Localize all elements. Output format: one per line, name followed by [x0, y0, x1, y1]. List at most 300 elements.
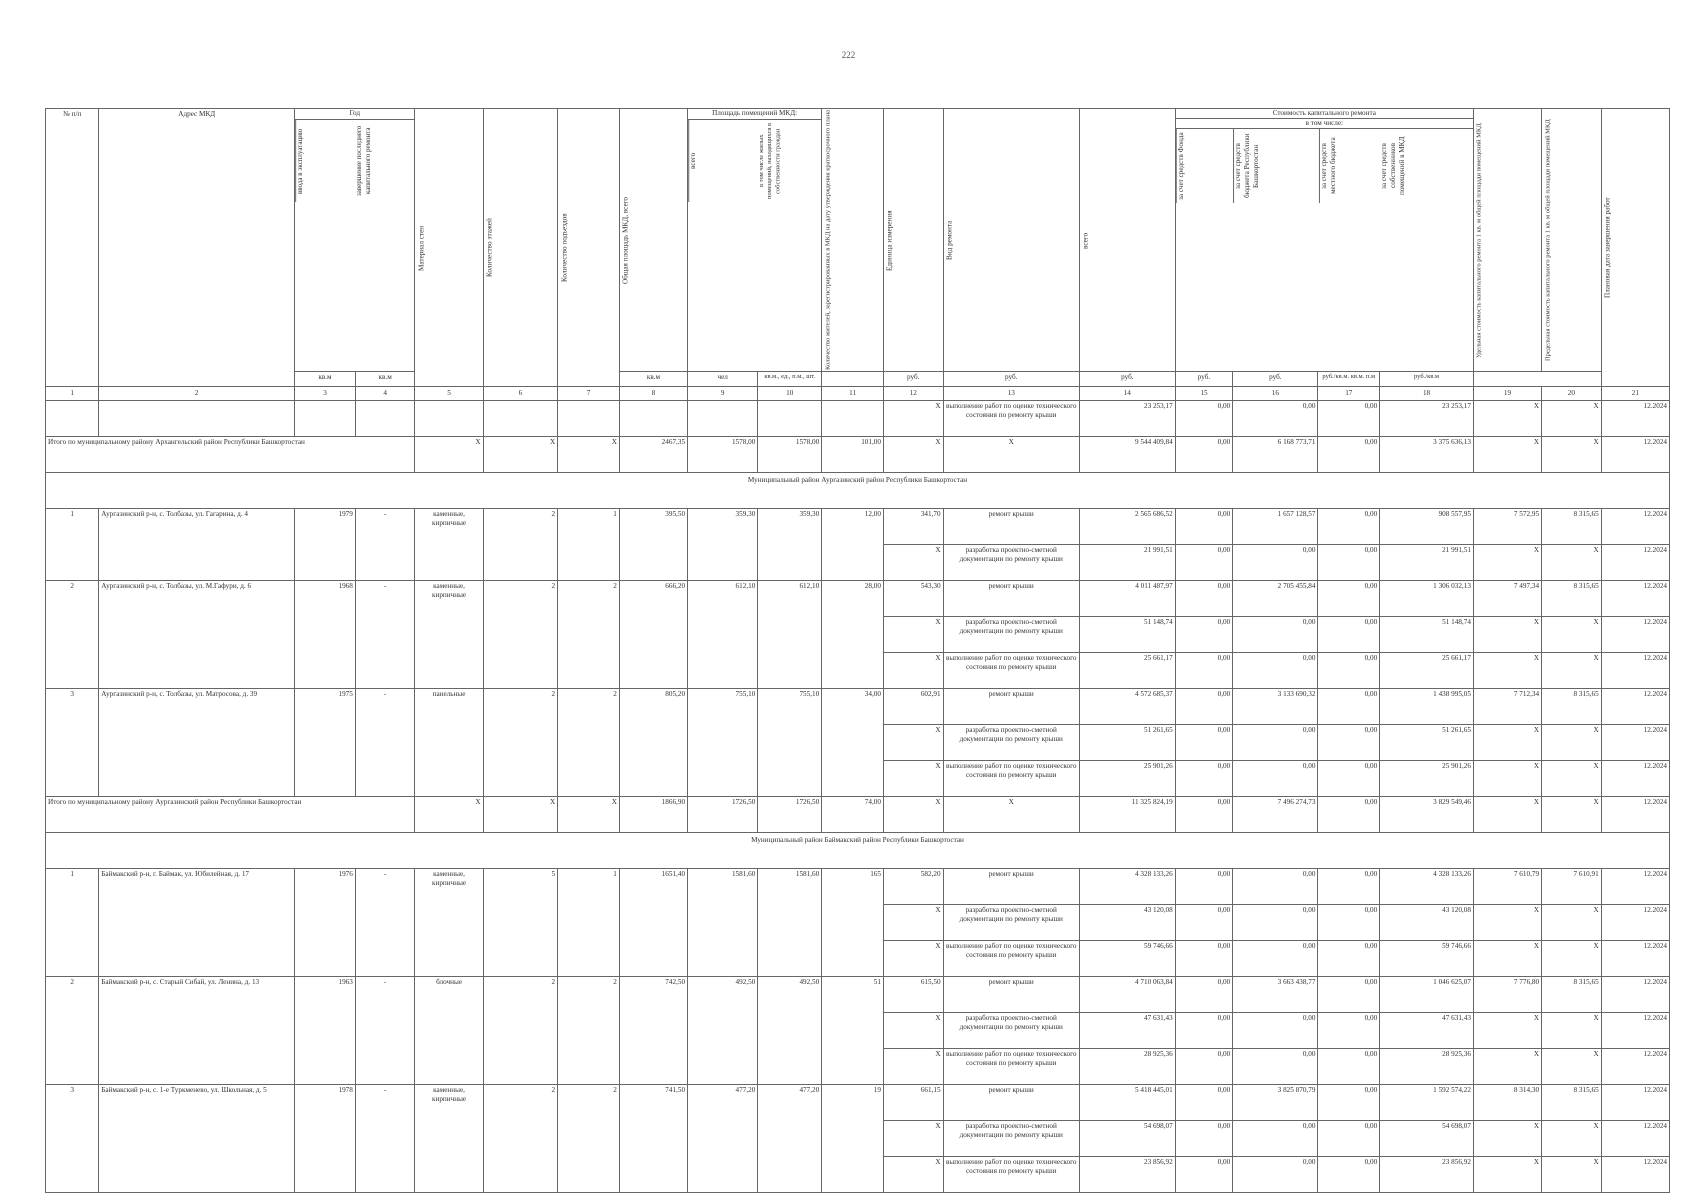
table-cell: 12.2024	[1601, 905, 1669, 941]
table-cell: 3	[46, 1085, 99, 1193]
table-cell: 5 418 445,01	[1079, 1085, 1175, 1121]
table-cell: X	[1473, 1121, 1541, 1157]
table-cell: каменные, кирпичные	[415, 509, 483, 581]
table-cell: 0,00	[1318, 797, 1380, 833]
table-cell: 2 705 455,84	[1233, 581, 1318, 617]
table-cell: ремонт крыши	[943, 509, 1079, 545]
table-cell: 165	[822, 869, 884, 977]
unit-cell: кв.м	[295, 372, 356, 387]
table-cell: 341,70	[883, 509, 943, 545]
table-cell: 12.2024	[1601, 545, 1669, 581]
table-row	[46, 581, 1670, 617]
unit-cell: руб.	[943, 372, 1079, 387]
table-cell: X	[1473, 617, 1541, 653]
table-cell: 0,00	[1318, 869, 1380, 905]
table-row	[46, 401, 1670, 437]
table-cell: X	[883, 1013, 943, 1049]
table-cell: ремонт крыши	[943, 689, 1079, 725]
table-cell: 0,00	[1233, 617, 1318, 653]
table-cell: 1963	[295, 977, 356, 1085]
table-cell: 612,10	[688, 581, 758, 689]
table-cell: X	[1473, 653, 1541, 689]
column-number: 8	[619, 387, 687, 401]
table-cell: 1726,50	[688, 797, 758, 833]
table-cell: 34,00	[822, 689, 884, 797]
table-cell: 12.2024	[1601, 1013, 1669, 1049]
table-cell: X	[883, 761, 943, 797]
table-cell: 1	[46, 869, 99, 977]
table-cell: 602,91	[883, 689, 943, 725]
table-cell: Баймакский р-н, с. 1-е Туркменево, ул. Школьная, д. 5	[99, 1085, 295, 1193]
table-cell: 3 829 549,46	[1380, 797, 1474, 833]
table-cell: 12.2024	[1601, 869, 1669, 905]
table-cell: -	[355, 977, 415, 1085]
table-cell: 43 120,08	[1079, 905, 1175, 941]
table-cell: 1581,60	[758, 869, 822, 977]
column-number: 14	[1079, 387, 1175, 401]
table-cell: 23 253,17	[1079, 401, 1175, 437]
table-cell: 25 901,26	[1079, 761, 1175, 797]
table-cell: выполнение работ по оценке технического состояния по ремонту крыши	[943, 401, 1079, 437]
table-cell: 2467,35	[619, 437, 687, 473]
table-cell: 12.2024	[1601, 797, 1669, 833]
table-cell: 0,00	[1233, 761, 1318, 797]
table-cell: выполнение работ по оценке технического состояния по ремонту крыши	[943, 761, 1079, 797]
table-cell: 0,00	[1233, 653, 1318, 689]
table-cell: каменные, кирпичные	[415, 581, 483, 689]
col-entrances: Количество подъездов	[558, 109, 620, 387]
table-cell: 12.2024	[1601, 581, 1669, 617]
table-cell	[758, 401, 822, 437]
table-cell: 492,50	[758, 977, 822, 1085]
unit-cell: кв.м	[355, 372, 415, 387]
table-cell: 3	[46, 689, 99, 797]
table-cell: 4 572 685,37	[1079, 689, 1175, 725]
table-cell: 2	[46, 581, 99, 689]
table-cell: 21 991,51	[1079, 545, 1175, 581]
table-cell: X	[943, 437, 1079, 473]
table-cell: 3 375 636,13	[1380, 437, 1474, 473]
table-cell: разработка проектно-сметной документации по ремонту крыши	[943, 617, 1079, 653]
table-cell: 477,20	[758, 1085, 822, 1193]
table-cell: 51 261,65	[1380, 725, 1474, 761]
table-cell: 0,00	[1233, 869, 1318, 905]
table-cell: 43 120,08	[1380, 905, 1474, 941]
table-cell: 0,00	[1175, 581, 1233, 617]
table-cell: 7 610,79	[1473, 869, 1541, 905]
table-cell: 4 011 487,97	[1079, 581, 1175, 617]
table-cell: X	[943, 797, 1079, 833]
table-cell: 2 565 686,52	[1079, 509, 1175, 545]
table-cell: 0,00	[1175, 437, 1233, 473]
table-cell: -	[355, 689, 415, 797]
table-cell: 1726,50	[758, 797, 822, 833]
table-cell: Баймакский р-н, г. Баймак, ул. Юбилейная, д. 17	[99, 869, 295, 977]
table-cell	[688, 401, 758, 437]
table-cell: 0,00	[1175, 617, 1233, 653]
table-cell: 21 991,51	[1380, 545, 1474, 581]
table-cell: 9 544 409,84	[1079, 437, 1175, 473]
table-cell: X	[1542, 941, 1602, 977]
table-cell: 2	[558, 1085, 620, 1193]
district-banner: Муниципальный район Баймакский район Республики Башкортостан	[46, 833, 1670, 869]
table-cell: 2	[483, 689, 558, 797]
table-cell: X	[883, 1157, 943, 1193]
table-cell: 582,20	[883, 869, 943, 905]
table-cell: X	[883, 1049, 943, 1085]
table-cell: 12.2024	[1601, 941, 1669, 977]
table-cell: 1651,40	[619, 869, 687, 977]
table-cell: 0,00	[1318, 437, 1380, 473]
table-cell: 0,00	[1318, 941, 1380, 977]
district-total-row	[46, 437, 1670, 473]
table-cell: 5	[483, 869, 558, 977]
table-cell: Аургазинский р-н, с. Толбазы, ул. М.Гафури, д. 6	[99, 581, 295, 689]
table-cell: X	[1473, 797, 1541, 833]
table-cell: 0,00	[1318, 545, 1380, 581]
table-cell: ремонт крыши	[943, 1085, 1079, 1121]
table-cell: 543,30	[883, 581, 943, 617]
table-row	[46, 869, 1670, 905]
table-cell: -	[355, 1085, 415, 1193]
table-cell: 8 314,30	[1473, 1085, 1541, 1121]
table-cell: -	[355, 509, 415, 581]
district-banner-row	[46, 473, 1670, 509]
table-cell: 54 698,07	[1079, 1121, 1175, 1157]
table-cell: 47 631,43	[1380, 1013, 1474, 1049]
table-cell: 12,00	[822, 509, 884, 581]
column-number: 21	[1601, 387, 1669, 401]
table-cell: 0,00	[1175, 1049, 1233, 1085]
table-cell: панельные	[415, 689, 483, 797]
table-cell: X	[483, 437, 558, 473]
table-cell: X	[415, 797, 483, 833]
table-cell: 0,00	[1318, 1049, 1380, 1085]
table-cell: X	[1542, 725, 1602, 761]
table-cell: 23 856,92	[1079, 1157, 1175, 1193]
table-cell: 0,00	[1175, 905, 1233, 941]
table-cell: X	[1473, 437, 1541, 473]
col-cost-total: всего	[1079, 109, 1175, 372]
unit-cell: чел	[688, 372, 758, 387]
table-cell: 28,00	[822, 581, 884, 689]
table-cell: выполнение работ по оценке технического состояния по ремонту крыши	[943, 941, 1079, 977]
table-cell	[483, 401, 558, 437]
table-cell: X	[483, 797, 558, 833]
table-cell: 12.2024	[1601, 1157, 1669, 1193]
table-cell: X	[1542, 401, 1602, 437]
table-cell: 0,00	[1175, 977, 1233, 1013]
table-cell: X	[883, 905, 943, 941]
table-cell: 12.2024	[1601, 653, 1669, 689]
unit-cell: руб./кв.м	[1380, 372, 1474, 387]
unit-cell: кв.м	[619, 372, 687, 387]
table-cell: 7 712,34	[1473, 689, 1541, 725]
table-cell: выполнение работ по оценке технического состояния по ремонту крыши	[943, 653, 1079, 689]
table-cell: 908 557,95	[1380, 509, 1474, 545]
table-cell: 8 315,65	[1542, 581, 1602, 617]
column-number: 9	[688, 387, 758, 401]
table-cell: X	[1473, 725, 1541, 761]
table-cell: 0,00	[1233, 1013, 1318, 1049]
table-cell: разработка проектно-сметной документации по ремонту крыши	[943, 905, 1079, 941]
table-cell: 0,00	[1233, 905, 1318, 941]
table-cell: 12.2024	[1601, 509, 1669, 545]
table-cell: 1975	[295, 689, 356, 797]
table-cell: 7 496 274,73	[1233, 797, 1318, 833]
column-number-row	[46, 387, 1670, 401]
table-cell	[415, 401, 483, 437]
table-cell: 2	[558, 689, 620, 797]
table-cell: X	[883, 437, 943, 473]
table-cell: выполнение работ по оценке технического состояния по ремонту крыши	[943, 1157, 1079, 1193]
table-cell: X	[1473, 1013, 1541, 1049]
column-number: 6	[483, 387, 558, 401]
table-cell: 2	[483, 977, 558, 1085]
table-cell: X	[883, 653, 943, 689]
table-cell: X	[1542, 797, 1602, 833]
table-cell	[295, 401, 356, 437]
table-cell: -	[355, 869, 415, 977]
table-cell: 0,00	[1175, 689, 1233, 725]
district-banner-row	[46, 833, 1670, 869]
table-cell: 0,00	[1233, 941, 1318, 977]
table-cell: 11 325 824,19	[1079, 797, 1175, 833]
table-row	[46, 689, 1670, 725]
col-total-area: Общая площадь МКД, всего	[619, 109, 687, 372]
table-cell: 1	[558, 509, 620, 581]
column-number: 17	[1318, 387, 1380, 401]
table-cell: Аургазинский р-н, с. Толбазы, ул. Матросова, д. 39	[99, 689, 295, 797]
table-cell: 0,00	[1175, 761, 1233, 797]
table-cell: 359,30	[688, 509, 758, 581]
table-cell: выполнение работ по оценке технического состояния по ремонту крыши	[943, 1049, 1079, 1085]
table-cell: ремонт крыши	[943, 581, 1079, 617]
table-cell: 0,00	[1175, 1013, 1233, 1049]
table-row	[46, 977, 1670, 1013]
table-cell: X	[883, 725, 943, 761]
table-cell: 2	[483, 509, 558, 581]
table-cell: 0,00	[1233, 1121, 1318, 1157]
table-cell: 0,00	[1175, 545, 1233, 581]
column-number: 15	[1175, 387, 1233, 401]
table-cell: 0,00	[1318, 905, 1380, 941]
table-cell: 1	[558, 869, 620, 977]
table-cell: разработка проектно-сметной документации по ремонту крыши	[943, 545, 1079, 581]
table-cell: X	[1542, 1013, 1602, 1049]
table-cell: 0,00	[1318, 401, 1380, 437]
table-cell: 1 657 128,57	[1233, 509, 1318, 545]
table-cell: ремонт крыши	[943, 869, 1079, 905]
table-cell	[558, 401, 620, 437]
district-banner: Муниципальный район Аургазинский район Республики Башкортостан	[46, 473, 1670, 509]
table-cell: 4 328 133,26	[1079, 869, 1175, 905]
table-cell: 0,00	[1233, 725, 1318, 761]
table-cell: 51	[822, 977, 884, 1085]
table-cell: 51 261,65	[1079, 725, 1175, 761]
repair-register-table	[45, 108, 1670, 1193]
table-cell: 0,00	[1318, 1157, 1380, 1193]
table-cell: 0,00	[1318, 509, 1380, 545]
table-cell: 19	[822, 1085, 884, 1193]
table-cell	[99, 401, 295, 437]
table-cell: 3 663 438,77	[1233, 977, 1318, 1013]
table-cell: 492,50	[688, 977, 758, 1085]
table-cell: 1979	[295, 509, 356, 581]
col-unit: Единица измерения	[883, 109, 943, 372]
table-cell: 742,50	[619, 977, 687, 1085]
table-cell: Аургазинский р-н, с. Толбазы, ул. Гагарина, д. 4	[99, 509, 295, 581]
table-cell: каменные, кирпичные	[415, 869, 483, 977]
table-cell: разработка проектно-сметной документации по ремонту крыши	[943, 1013, 1079, 1049]
table-cell: X	[1542, 1049, 1602, 1085]
table-cell: 12.2024	[1601, 761, 1669, 797]
table-cell: 12.2024	[1601, 1049, 1669, 1085]
column-number: 10	[758, 387, 822, 401]
col-work-type: Вид ремонта	[943, 109, 1079, 372]
table-cell: 12.2024	[1601, 617, 1669, 653]
table-cell: X	[1473, 1049, 1541, 1085]
table-cell: 23 253,17	[1380, 401, 1474, 437]
table-cell: X	[1542, 653, 1602, 689]
table-cell	[355, 401, 415, 437]
district-total-row	[46, 797, 1670, 833]
table-cell: 2	[558, 581, 620, 689]
table-cell: X	[883, 545, 943, 581]
col-year-group: Год ввода в эксплуатацию завершение последнего капитального ремонта	[295, 109, 415, 372]
table-cell: 0,00	[1233, 1157, 1318, 1193]
table-cell: 741,50	[619, 1085, 687, 1193]
table-cell: 612,10	[758, 581, 822, 689]
table-cell: 615,50	[883, 977, 943, 1013]
table-cell: 6 168 773,71	[1233, 437, 1318, 473]
table-cell: 8 315,65	[1542, 509, 1602, 545]
table-cell: 3 133 690,32	[1233, 689, 1318, 725]
table-cell: 1581,60	[688, 869, 758, 977]
table-cell: 3 825 870,79	[1233, 1085, 1318, 1121]
table-cell: X	[558, 797, 620, 833]
table-cell: X	[883, 617, 943, 653]
table-cell: X	[883, 797, 943, 833]
table-cell: 755,10	[688, 689, 758, 797]
table-cell: 12.2024	[1601, 401, 1669, 437]
table-cell: 101,00	[822, 437, 884, 473]
table-cell: 7 497,34	[1473, 581, 1541, 617]
table-cell: 1 592 574,22	[1380, 1085, 1474, 1121]
table-cell: -	[355, 581, 415, 689]
table-cell: 805,20	[619, 689, 687, 797]
table-cell: 12.2024	[1601, 1121, 1669, 1157]
table-cell: 0,00	[1175, 1121, 1233, 1157]
column-number: 4	[355, 387, 415, 401]
table-cell: 25 661,17	[1380, 653, 1474, 689]
table-cell: X	[1542, 905, 1602, 941]
col-residents: Количество жителей, зарегистрированных в МКД на дату утверждения краткосрочного плана	[822, 109, 884, 372]
table-cell: X	[1542, 1157, 1602, 1193]
table-cell: 8 315,65	[1542, 1085, 1602, 1121]
table-cell	[822, 401, 884, 437]
table-cell: 0,00	[1318, 689, 1380, 725]
table-cell: X	[883, 1121, 943, 1157]
unit-cell: руб./кв.м. кв.м. п.м	[1318, 372, 1380, 387]
table-cell: 1	[46, 509, 99, 581]
table-cell: 359,30	[758, 509, 822, 581]
table-cell: 1 046 625,07	[1380, 977, 1474, 1013]
table-cell: 0,00	[1175, 509, 1233, 545]
table-cell: 1978	[295, 1085, 356, 1193]
table-cell: 7 776,80	[1473, 977, 1541, 1013]
table-cell: 1976	[295, 869, 356, 977]
table-cell: 54 698,07	[1380, 1121, 1474, 1157]
column-number: 19	[1473, 387, 1541, 401]
table-cell: X	[1473, 401, 1541, 437]
table-cell: 0,00	[1175, 401, 1233, 437]
table-cell: 1968	[295, 581, 356, 689]
table-cell: ремонт крыши	[943, 977, 1079, 1013]
col-planned-date: Плановая дата завершения работ	[1601, 109, 1669, 387]
district-total-label: Итого по муниципальному району Архангельский район Республики Башкортостан	[46, 437, 415, 473]
table-cell: 4 328 133,26	[1380, 869, 1474, 905]
table-cell: 7 610,91	[1542, 869, 1602, 905]
table-cell: 59 746,66	[1079, 941, 1175, 977]
table-cell: 1 306 032,13	[1380, 581, 1474, 617]
table-cell: 51 148,74	[1380, 617, 1474, 653]
table-cell: 7 572,95	[1473, 509, 1541, 545]
table-cell: 8 315,65	[1542, 689, 1602, 725]
table-cell: 47 631,43	[1079, 1013, 1175, 1049]
table-cell: 0,00	[1318, 581, 1380, 617]
table-cell: 51 148,74	[1079, 617, 1175, 653]
table-cell: 25 661,17	[1079, 653, 1175, 689]
table-cell: 395,50	[619, 509, 687, 581]
table-cell: блочные	[415, 977, 483, 1085]
table-cell: 2	[558, 977, 620, 1085]
table-cell: 0,00	[1175, 725, 1233, 761]
table-cell: 23 856,92	[1380, 1157, 1474, 1193]
table-cell: 12.2024	[1601, 689, 1669, 725]
table-cell: 2	[483, 581, 558, 689]
table-cell: 0,00	[1318, 1013, 1380, 1049]
table-cell: 0,00	[1175, 941, 1233, 977]
unit-cell: руб.	[1175, 372, 1233, 387]
table-cell: X	[1542, 761, 1602, 797]
column-number: 16	[1233, 387, 1318, 401]
table-cell: 0,00	[1233, 545, 1318, 581]
unit-cell: руб.	[1079, 372, 1175, 387]
table-cell: 0,00	[1318, 725, 1380, 761]
table-cell: 25 901,26	[1380, 761, 1474, 797]
table-cell: X	[415, 437, 483, 473]
table-cell: 1578,00	[758, 437, 822, 473]
table-cell: 12.2024	[1601, 977, 1669, 1013]
table-cell: разработка проектно-сметной документации по ремонту крыши	[943, 1121, 1079, 1157]
table-cell: 12.2024	[1601, 725, 1669, 761]
table-cell: X	[883, 401, 943, 437]
table-cell: X	[1542, 437, 1602, 473]
table-cell: 0,00	[1175, 797, 1233, 833]
col-cost-group: Стоимость капитального ремонта в том числе: за счет средств Фонда за счет средств бюджета Республики Башкортостан за счет средств местного бюджета за счет средств собственников помещений в МКД	[1175, 109, 1473, 372]
table-cell: X	[1542, 617, 1602, 653]
table-cell: 666,20	[619, 581, 687, 689]
table-cell: X	[1473, 761, 1541, 797]
table-cell: 0,00	[1175, 1085, 1233, 1121]
table-cell: Баймакский р-н, с. Старый Сибай, ул. Ленина, д. 13	[99, 977, 295, 1085]
page-number: 222	[841, 50, 856, 60]
table-cell: 0,00	[1318, 617, 1380, 653]
unit-cell: кв.м., ед., п.м., шт.	[758, 372, 822, 387]
table-cell: 0,00	[1175, 1157, 1233, 1193]
table-cell: 1578,00	[688, 437, 758, 473]
